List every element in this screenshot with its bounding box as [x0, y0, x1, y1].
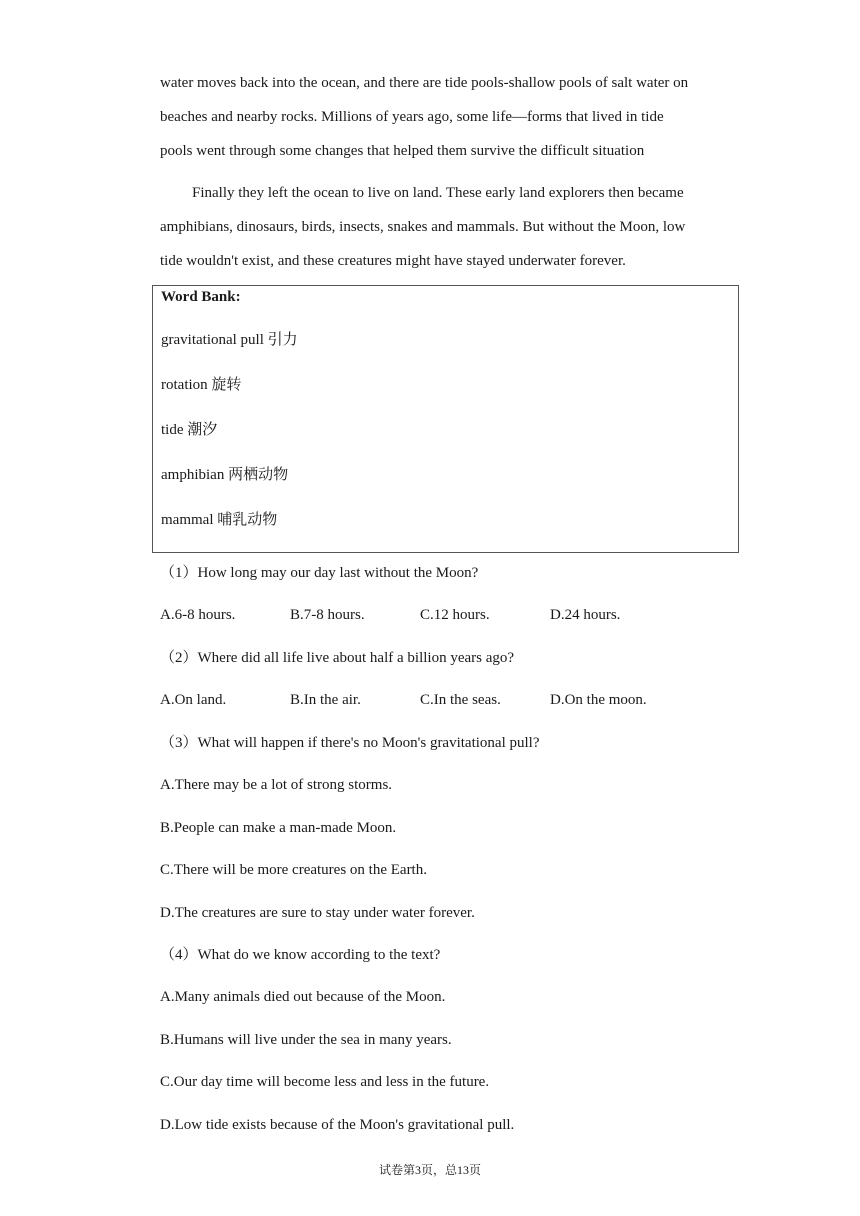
answer-option: D.24 hours.: [550, 607, 621, 623]
passage-line: amphibians, dinosaurs, birds, insects, snakes and mammals. But without the Moon, low: [160, 219, 686, 235]
word-bank-item: gravitational pull 引力: [161, 332, 298, 348]
answer-option: A.6-8 hours.: [160, 607, 236, 623]
answer-option: D.The creatures are sure to stay under water forever.: [160, 905, 475, 921]
answer-option: A.On land.: [160, 692, 227, 708]
question-stem: （1）How long may our day last without the Moon?: [160, 565, 479, 581]
answer-option: D.On the moon.: [550, 692, 647, 708]
answer-option: A.Many animals died out because of the Moon.: [160, 989, 446, 1005]
question-stem: （3）What will happen if there's no Moon's gravitational pull?: [160, 735, 540, 751]
answer-option: C.Our day time will become less and less in the future.: [160, 1074, 490, 1090]
answer-option: C.12 hours.: [420, 607, 490, 623]
answer-option: D.Low tide exists because of the Moon's gravitational pull.: [160, 1117, 515, 1133]
question-stem: （2）Where did all life live about half a billion years ago?: [160, 650, 515, 666]
word-bank-item: mammal 哺乳动物: [161, 512, 278, 528]
passage-line: pools went through some changes that helped them survive the difficult situation: [160, 143, 645, 159]
passage-line: Finally they left the ocean to live on land. These early land explorers then became: [192, 185, 684, 201]
word-bank-item: amphibian 两栖动物: [161, 467, 289, 483]
passage-line: tide wouldn't exist, and these creatures might have stayed underwater forever.: [160, 253, 626, 269]
answer-option: B.7-8 hours.: [290, 607, 365, 623]
passage-line: water moves back into the ocean, and there are tide pools-shallow pools of salt water on: [160, 75, 689, 91]
answer-option: B.In the air.: [290, 692, 361, 708]
answer-option: C.In the seas.: [420, 692, 501, 708]
question-stem: （4）What do we know according to the text?: [160, 947, 441, 963]
answer-option: B.Humans will live under the sea in many years.: [160, 1032, 452, 1048]
answer-option: C.There will be more creatures on the Earth.: [160, 862, 427, 878]
word-bank-item: tide 潮汐: [161, 422, 218, 438]
passage-line: beaches and nearby rocks. Millions of years ago, some life—forms that lived in tide: [160, 109, 664, 125]
page-footer: 试卷第3页，总13页: [378, 1163, 481, 1177]
word-bank-title: Word Bank:: [161, 289, 241, 305]
answer-option: B.People can make a man-made Moon.: [160, 820, 397, 836]
word-bank-box: [152, 285, 739, 553]
answer-option: A.There may be a lot of strong storms.: [160, 777, 393, 793]
word-bank-item: rotation 旋转: [161, 377, 242, 393]
